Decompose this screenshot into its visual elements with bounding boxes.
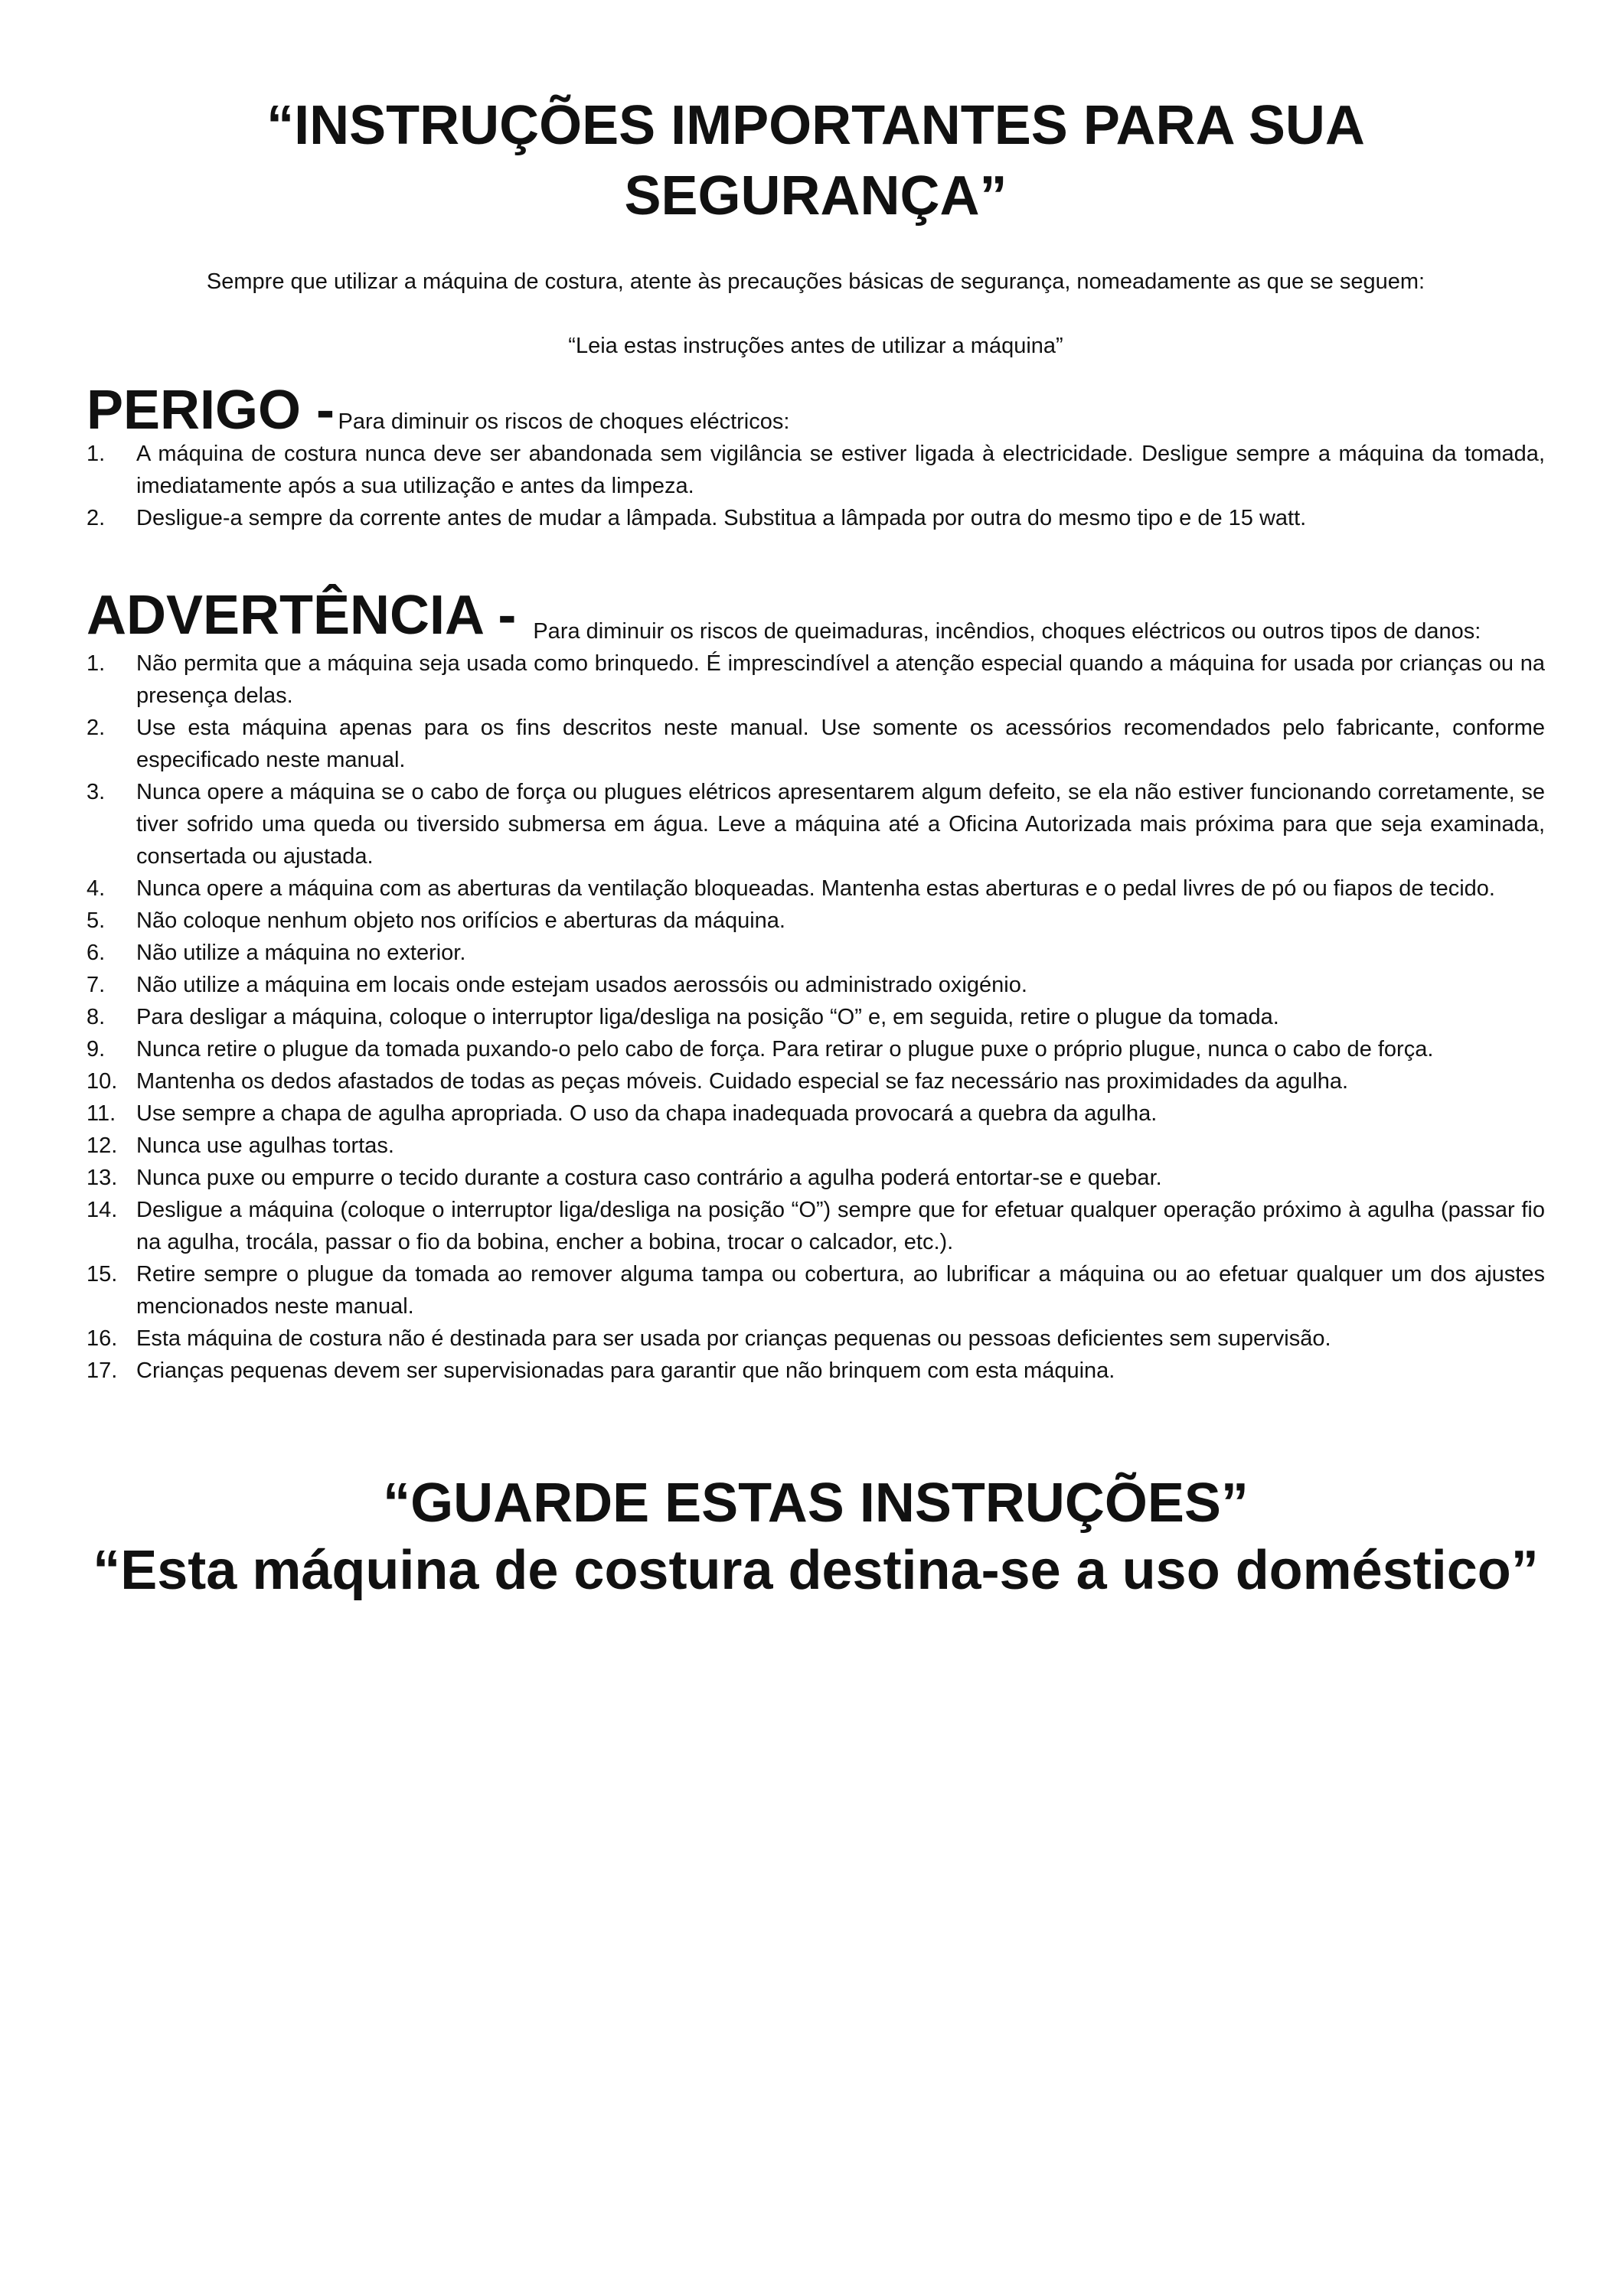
document-page — [87, 90, 1545, 1604]
warning-heading-label: ADVERTÊNCIA - — [87, 585, 517, 646]
list-item — [87, 1162, 1545, 1194]
warning-subheading: Para diminuir os riscos de queimaduras, incêndios, choques eléctricos ou outros tipos de danos: — [533, 619, 1481, 644]
item-number: 10. — [87, 1069, 118, 1094]
list-item — [87, 905, 1545, 937]
item-text: Não permita que a máquina seja usada como brinquedo. É imprescindível a atenção especial quando a máquina for usada por crianças ou na presença delas. — [136, 651, 1545, 708]
list-item — [87, 776, 1545, 872]
list-item — [87, 1001, 1545, 1033]
item-text: Para desligar a máquina, coloque o interruptor liga/desliga na posição “O” e, em seguida, retire o plugue da tomada. — [136, 1005, 1279, 1029]
footer-save-instructions: “GUARDE ESTAS INSTRUÇÕES” — [383, 1473, 1249, 1534]
item-text: A máquina de costura nunca deve ser abandonada sem vigilância se estiver ligada à electricidade. Desligue sempre a máquina da tomada, imediatamente após a sua utilização e antes da limpeza. — [136, 442, 1545, 498]
item-number: 6. — [87, 941, 106, 965]
item-text: Use esta máquina apenas para os fins descritos neste manual. Use somente os acessórios recomendados pelo fabricante, conforme especificado neste manual. — [136, 716, 1545, 772]
list-item — [87, 1355, 1545, 1387]
item-number: 5. — [87, 908, 106, 933]
item-number: 9. — [87, 1037, 106, 1062]
list-item — [87, 1097, 1545, 1130]
danger-subheading: Para diminuir os riscos de choques eléctricos: — [338, 409, 790, 434]
item-number: 17. — [87, 1358, 118, 1383]
item-text: Mantenha os dedos afastados de todas as peças móveis. Cuidado especial se faz necessário nas proximidades da agulha. — [136, 1069, 1349, 1094]
warning-heading — [87, 585, 1545, 647]
item-text: Não utilize a máquina no exterior. — [136, 941, 466, 965]
list-item — [87, 1130, 1545, 1162]
title-line-1: “INSTRUÇÕES IMPORTANTES PARA SUA — [266, 95, 1365, 156]
item-number: 16. — [87, 1326, 118, 1351]
item-number: 2. — [87, 506, 106, 530]
list-item — [87, 1033, 1545, 1065]
item-text: Não utilize a máquina em locais onde estejam usados aerossóis ou administrado oxigénio. — [136, 973, 1027, 997]
list-item — [87, 647, 1545, 712]
item-text: Nunca puxe ou empurre o tecido durante a costura caso contrário a agulha poderá entortar-se e quebar. — [136, 1166, 1162, 1190]
item-text: Nunca use agulhas tortas. — [136, 1133, 394, 1158]
item-number: 12. — [87, 1133, 118, 1158]
danger-heading — [87, 380, 1545, 441]
warning-list — [87, 647, 1545, 1387]
item-number: 11. — [87, 1101, 116, 1126]
item-text: Desligue a máquina (coloque o interruptor liga/desliga na posição “O”) sempre que for efetuar qualquer operação próximo à agulha (passar fio na agulha, trocála, passar o fio da bobina, encher a bobina, trocar o calcador, etc.). — [136, 1198, 1545, 1254]
item-number: 1. — [87, 442, 106, 466]
item-text: Esta máquina de costura não é destinada para ser usada por crianças pequenas ou pessoas deficientes sem supervisão. — [136, 1326, 1331, 1351]
item-number: 3. — [87, 780, 106, 804]
danger-heading-label: PERIGO - — [87, 380, 335, 441]
item-number: 7. — [87, 973, 106, 997]
page-title — [87, 90, 1545, 231]
list-item — [87, 872, 1545, 905]
list-item — [87, 502, 1545, 534]
list-item — [87, 1258, 1545, 1322]
danger-list — [87, 438, 1545, 534]
item-number: 13. — [87, 1166, 118, 1190]
item-number: 14. — [87, 1198, 118, 1222]
list-item — [87, 712, 1545, 776]
item-number: 8. — [87, 1005, 106, 1029]
list-item — [87, 1065, 1545, 1097]
item-text: Crianças pequenas devem ser supervisionadas para garantir que não brinquem com esta máquina. — [136, 1358, 1115, 1383]
item-number: 4. — [87, 876, 106, 901]
item-text: Nunca opere a máquina se o cabo de força ou plugues elétricos apresentarem algum defeito, se ela não estiver funcionando corretamente, se tiver sofrido uma queda ou tiversido submersa em água. Leve a máquina até a Oficina Autorizada mais próxima para que seja examinada, consertada ou ajustada. — [136, 780, 1545, 869]
read-notice: “Leia estas instruções antes de utilizar a máquina” — [568, 334, 1063, 358]
list-item — [87, 969, 1545, 1001]
list-item — [87, 1194, 1545, 1258]
footer-domestic-use: “Esta máquina de costura destina-se a uso doméstico” — [93, 1540, 1539, 1601]
item-text: Retire sempre o plugue da tomada ao remover alguma tampa ou cobertura, ao lubrificar a máquina ou ao efetuar qualquer um dos ajustes mencionados neste manual. — [136, 1262, 1545, 1319]
item-number: 1. — [87, 651, 106, 676]
item-text: Use sempre a chapa de agulha apropriada. O uso da chapa inadequada provocará a quebra da agulha. — [136, 1101, 1158, 1126]
item-text: Não coloque nenhum objeto nos orifícios e aberturas da máquina. — [136, 908, 785, 933]
intro-text: Sempre que utilizar a máquina de costura, atente às precauções básicas de segurança, nomeadamente as que se seguem: — [206, 269, 1425, 294]
item-text: Desligue-a sempre da corrente antes de mudar a lâmpada. Substitua a lâmpada por outra do mesmo tipo e de 15 watt. — [136, 506, 1307, 530]
list-item — [87, 438, 1545, 502]
item-number: 2. — [87, 716, 106, 740]
list-item — [87, 937, 1545, 969]
item-number: 15. — [87, 1262, 118, 1287]
item-text: Nunca opere a máquina com as aberturas da ventilação bloqueadas. Mantenha estas aberturas e o pedal livres de pó ou fiapos de tecido. — [136, 876, 1495, 901]
item-text: Nunca retire o plugue da tomada puxando-o pelo cabo de força. Para retirar o plugue puxe o próprio plugue, nunca o cabo de força. — [136, 1037, 1434, 1062]
footer — [87, 1469, 1545, 1604]
title-line-2: SEGURANÇA” — [624, 165, 1007, 227]
list-item — [87, 1322, 1545, 1355]
